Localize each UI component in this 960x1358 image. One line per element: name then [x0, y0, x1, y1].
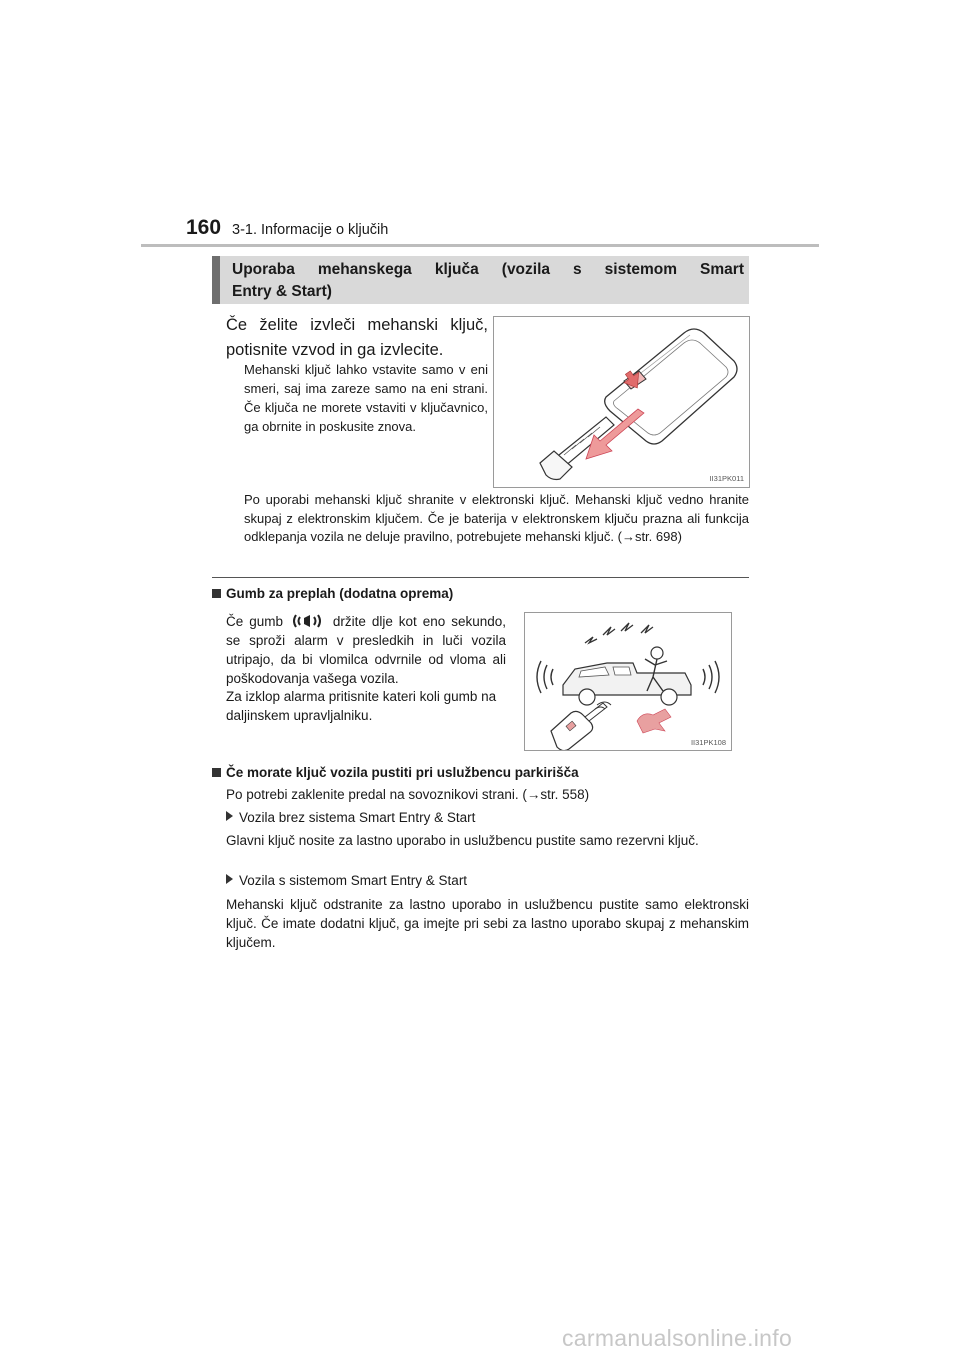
valet-case2-title-text: Vozila s sistemom Smart Entry & Start [239, 873, 468, 888]
figure-code: II31PK011 [709, 474, 744, 483]
panic-alarm-illustration [525, 613, 731, 750]
square-bullet-icon [212, 589, 221, 598]
alarm-horn-icon [291, 613, 325, 629]
mechanical-key-intro: Če želite izvleči mehanski ključ, potisnite vzvod in ga izvlecite. [226, 316, 488, 359]
header-rule [141, 244, 819, 247]
triangle-bullet-icon [226, 874, 233, 884]
square-bullet-icon [212, 768, 221, 777]
section-heading-text [232, 259, 744, 303]
watermark: carmanualsonline.info [562, 1325, 793, 1351]
panic-heading [212, 586, 453, 601]
mechanical-key-note: Mehanski ključ lahko vstavite samo v eni smeri, saj ima zareze samo na eni strani. Če ključa ne morete vstaviti v ključavnico, ga obrnite in poskusite znova. [244, 362, 488, 434]
section-divider [212, 577, 749, 578]
panic-heading-text: Gumb za preplah (dodatna oprema) [226, 586, 454, 601]
panic-description [226, 612, 506, 688]
triangle-bullet-icon [226, 811, 233, 821]
panic-stop-text: Za izklop alarma pritisnite kateri koli gumb na daljinskem upravljalniku. [226, 689, 497, 723]
valet-case1-title [226, 808, 749, 827]
chapter-title: 3-1. Informacije o ključih [232, 222, 389, 238]
valet-case1-text: Glavni ključ nosite za lastno uporabo in uslužbencu pustite samo rezervni ključ. [226, 833, 699, 848]
panic-text-end: držite dlje kot eno sekundo, se sproži alarm v presledkih in luči vozila utripajo, da bi vlomilca odvrnile od vloma ali poškodovanja vašega vozila. [226, 614, 506, 686]
section-heading-line1: Uporaba mehanskega ključa (vozila s sistemom Smart [232, 261, 744, 278]
key-fob-illustration [494, 317, 749, 487]
valet-heading [212, 765, 579, 780]
panic-text-start: Če gumb [226, 614, 283, 629]
figure-code: II31PK108 [690, 738, 726, 747]
section-heading-line2: Entry & Start) [232, 283, 332, 300]
valet-case2-text: Mehanski ključ odstranite za lastno uporabo in uslužbencu pustite samo elektronski ključ. Če imate dodatni ključ, ga imejte pri sebi za lastno uporabo skupaj z mehanskim ključem. [226, 897, 749, 950]
page-number: 160 [186, 216, 222, 239]
mechanical-key-storage: Po uporabi mehanski ključ shranite v elektronski ključ. Mehanski ključ vedno hranite skupaj z elektronskim ključem. Če je baterija v elektronskem ključu prazna ali funkcija odklepanja vozila ne deluje pravilno, potrebujete mehanski ključ. (→str. 698) [244, 492, 749, 544]
valet-heading-text: Če morate ključ vozila pustiti pri uslužbencu parkirišča [226, 765, 579, 780]
valet-case2-title [226, 871, 749, 890]
valet-intro: Po potrebi zaklenite predal na sovoznikovi strani. (→str. 558) [226, 787, 590, 802]
figure-mechanical-key [493, 316, 750, 488]
section-heading [212, 256, 749, 304]
valet-case1-title-text: Vozila brez sistema Smart Entry & Start [239, 810, 476, 825]
figure-panic-alarm [524, 612, 732, 751]
